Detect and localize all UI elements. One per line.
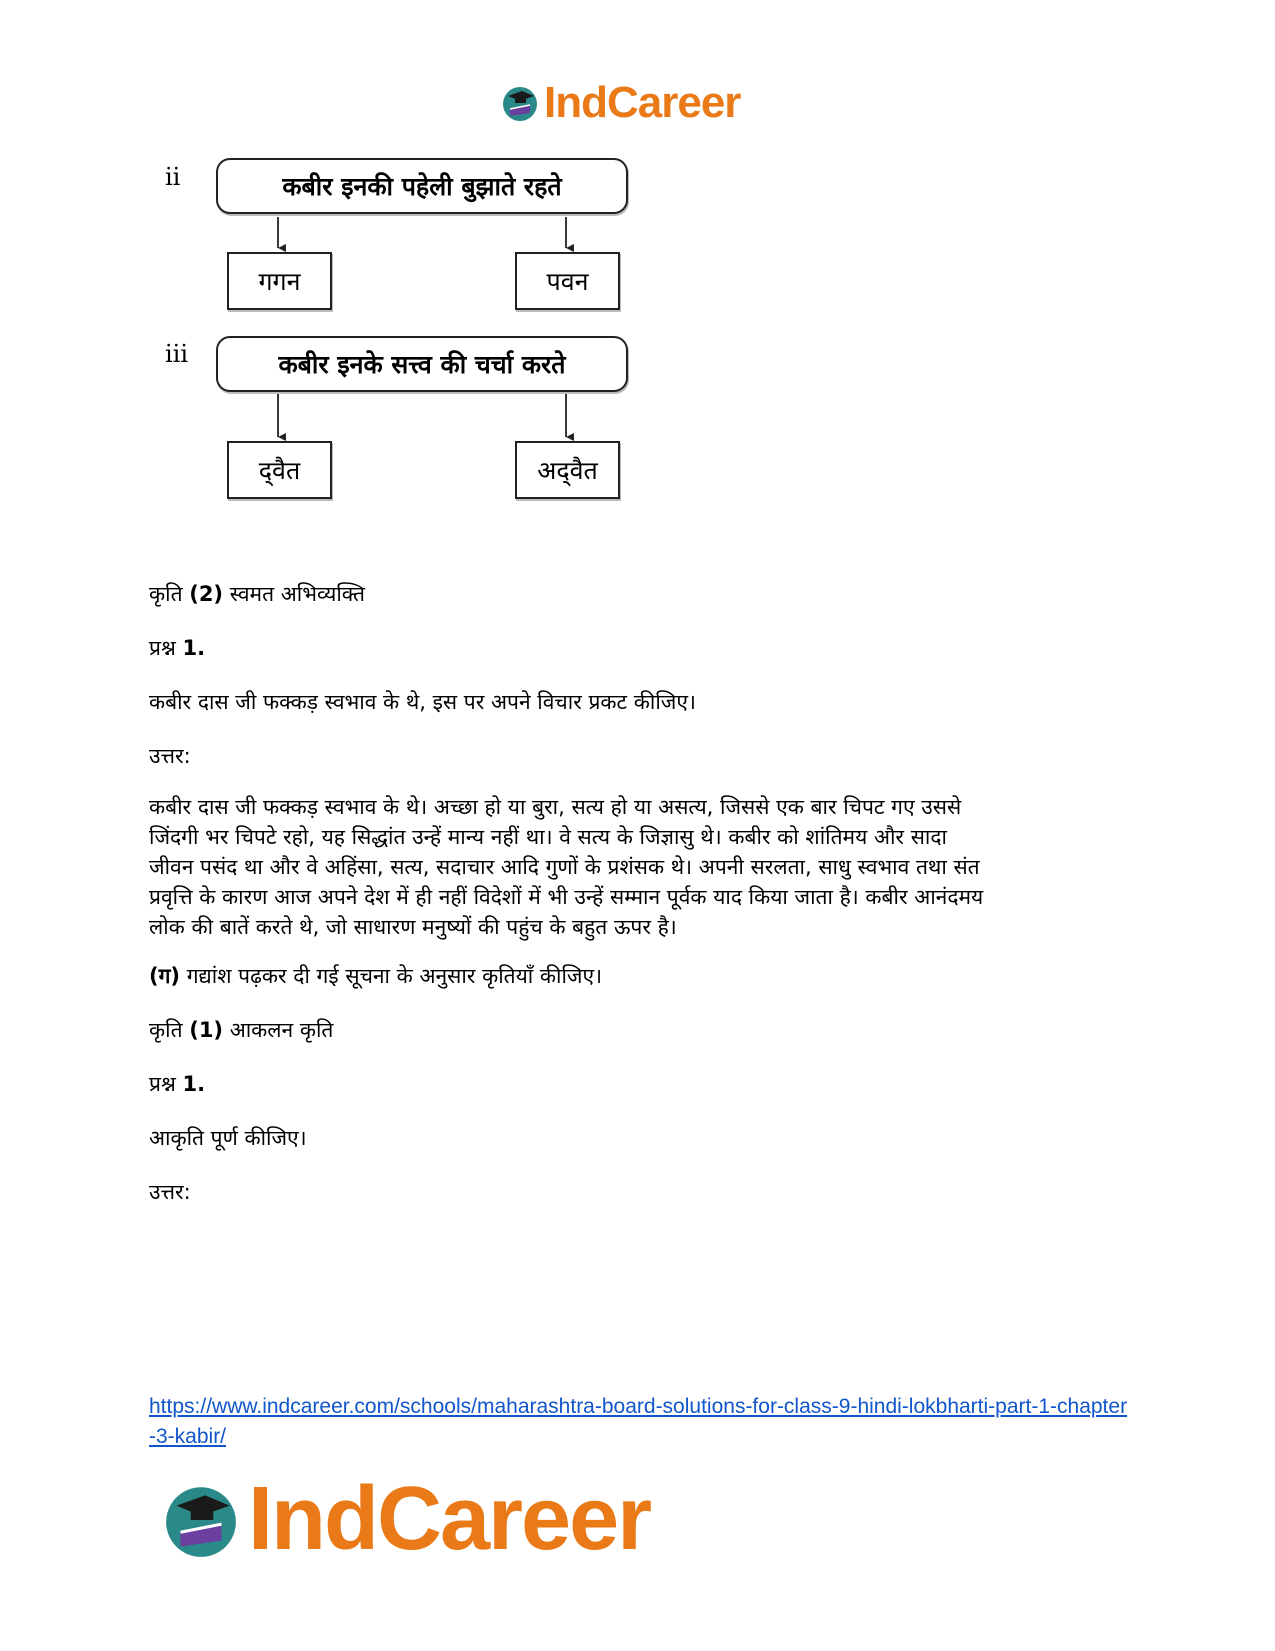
prashna-1-heading-b <box>149 1070 205 1098</box>
diagram-leaf-advait: अद्‌वैत <box>515 441 620 499</box>
answer-line: लोक की बातें करते थे, जो साधारण मनुष्यों की पहुंच के बहुत ऊपर है। <box>149 915 677 939</box>
row-label-iii: iii <box>165 340 189 368</box>
diagram-head-box-2: कबीर इनके सत्त्व की चर्चा करते <box>216 336 628 392</box>
kriti-2-heading <box>149 580 365 608</box>
kriti-1-num: (1) <box>189 1018 224 1042</box>
diagram-leaf-gagan: गगन <box>227 252 332 310</box>
prashna-prefix: प्रश्न <box>149 1072 183 1096</box>
kriti-2-rest: स्वमत अभिव्यक्ति <box>223 582 366 606</box>
uttar-label-1: उत्तर: <box>149 744 191 768</box>
indcareer-logo-bottom <box>160 1468 650 1571</box>
ga-instruction <box>149 962 602 990</box>
answer-paragraph <box>149 792 983 942</box>
kriti-2-num: (2) <box>189 582 224 606</box>
prashna-1-heading-a <box>149 634 205 662</box>
prashna-prefix: प्रश्न <box>149 636 183 660</box>
row-label-ii: ii <box>165 163 181 191</box>
answer-line: जिंदगी भर चिपटे रहो, यह सिद्धांत उन्हें मान्य नहीं था। वे सत्य के जिज्ञासु थे। कबीर को शांतिमय और सादा <box>149 825 947 849</box>
question-1: कबीर दास जी फक्कड़ स्वभाव के थे, इस पर अपने विचार प्रकट कीजिए। <box>149 690 696 714</box>
indcareer-logo-top <box>500 78 740 128</box>
logo-text: IndCareer <box>544 78 741 127</box>
prashna-num: 1. <box>182 1072 206 1096</box>
source-url-link[interactable]: https://www.indcareer.com/schools/maharashtra-board-solutions-for-class-9-hindi-lokbharti-part-1-chapter-3-kabir/ <box>149 1395 1128 1448</box>
ga-num: (ग) <box>149 964 181 988</box>
uttar-label-2: उत्तर: <box>149 1180 191 1204</box>
diagram-head-box-1: कबीर इनकी पहेली बुझाते रहते <box>216 158 628 214</box>
kriti-1-prefix: कृति <box>149 1018 190 1042</box>
answer-line: जीवन पसंद था और वे अहिंसा, सत्य, सदाचार आदि गुणों के प्रशंसक थे। अपनी सरलता, साधु स्वभाव तथा संत <box>149 855 980 879</box>
kriti-2-prefix: कृति <box>149 582 190 606</box>
kriti-1-rest: आकलन कृति <box>223 1018 334 1042</box>
diagram-leaf-dvait: द्‌वैत <box>227 441 332 499</box>
flow-diagram <box>160 155 680 535</box>
graduation-cap-book-icon <box>500 83 540 123</box>
answer-line: कबीर दास जी फक्कड़ स्वभाव के थे। अच्छा हो या बुरा, सत्य हो या असत्य, जिससे एक बार चिपट गए उससे <box>149 795 962 819</box>
ga-rest: गद्यांश पढ़कर दी गई सूचना के अनुसार कृतियाँ कीजिए। <box>180 964 603 988</box>
prashna-num: 1. <box>182 636 206 660</box>
diagram-leaf-pavan: पवन <box>515 252 620 310</box>
graduation-cap-book-icon <box>160 1479 242 1561</box>
kriti-1-heading <box>149 1016 333 1044</box>
logo-text: IndCareer <box>248 1469 651 1569</box>
answer-line: प्रवृत्ति के कारण आज अपने देश में ही नहीं विदेशों में भी उन्हें सम्मान पूर्वक याद किया जाता है। कबीर आनंदमय <box>149 885 984 909</box>
question-2: आकृति पूर्ण कीजिए। <box>149 1126 307 1150</box>
